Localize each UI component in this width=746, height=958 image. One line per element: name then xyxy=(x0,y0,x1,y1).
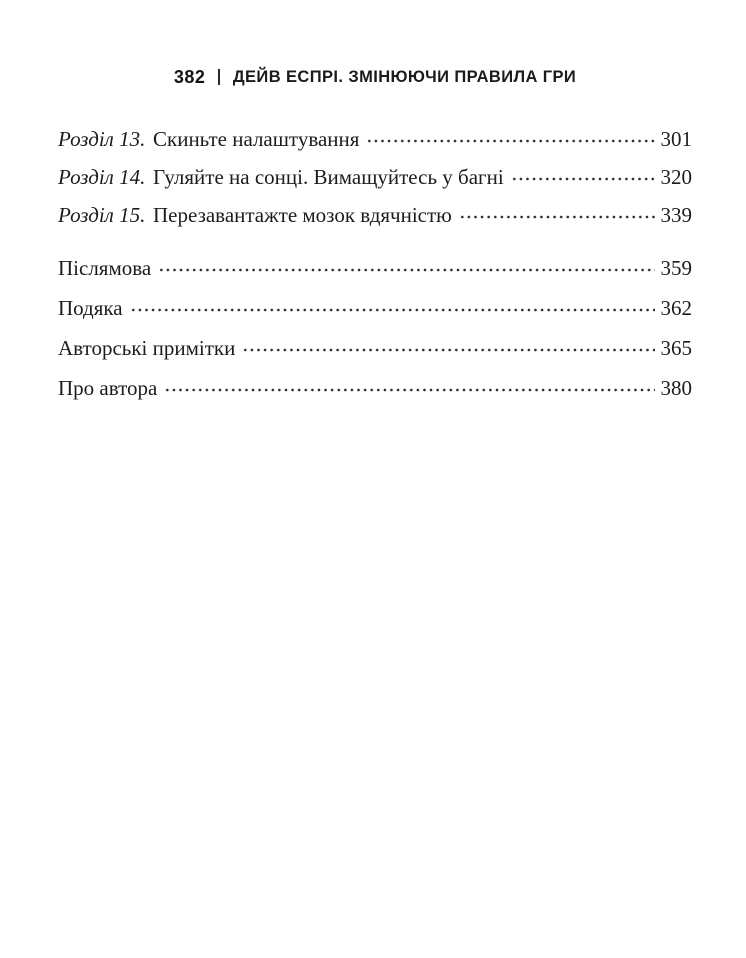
toc-entry-acknowledgements xyxy=(58,295,692,322)
backmatter-section xyxy=(58,255,692,402)
dot-leader xyxy=(156,263,655,275)
chapter-title: Перезавантажте мозок вдячністю xyxy=(153,203,452,227)
folio-page-number: 382 xyxy=(173,67,206,87)
toc-entry-author-notes xyxy=(58,335,692,362)
chapter-page-number: 320 xyxy=(660,165,692,189)
running-head xyxy=(58,0,692,88)
entry-page-number: 365 xyxy=(660,336,692,360)
chapter-label: Розділ 14. xyxy=(58,165,146,189)
toc-entry-chapter-14 xyxy=(58,164,692,191)
toc-entry-about-author xyxy=(58,375,692,402)
dot-leader xyxy=(240,343,655,355)
chapter-title: Гуляйте на сонці. Вимащуйтесь у багні xyxy=(153,165,504,189)
dot-leader xyxy=(509,172,655,184)
chapter-title: Скиньте налаштування xyxy=(153,127,360,151)
chapter-page-number: 301 xyxy=(660,127,692,151)
dot-leader xyxy=(128,303,655,315)
dot-leader xyxy=(457,210,655,222)
entry-page-number: 380 xyxy=(660,376,692,400)
chapter-label: Розділ 13. xyxy=(58,127,146,151)
toc-entry-afterword xyxy=(58,255,692,282)
entry-title: Про автора xyxy=(58,376,158,400)
entry-page-number: 362 xyxy=(660,296,692,320)
entry-page-number: 359 xyxy=(660,256,692,280)
chapter-page-number: 339 xyxy=(660,203,692,227)
chapter-label: Розділ 15. xyxy=(58,203,146,227)
entry-title: Подяка xyxy=(58,296,123,320)
table-of-contents xyxy=(58,126,692,402)
dot-leader xyxy=(364,134,655,146)
dot-leader xyxy=(162,383,655,395)
toc-entry-chapter-13 xyxy=(58,126,692,153)
entry-title: Післямова xyxy=(58,256,152,280)
entry-title: Авторські примітки xyxy=(58,336,236,360)
running-book-title: ДЕЙВ ЕСПРІ. ЗМІНЮЮЧИ ПРАВИЛА ГРИ xyxy=(232,68,577,86)
toc-entry-chapter-15 xyxy=(58,202,692,229)
header-divider xyxy=(218,69,220,85)
